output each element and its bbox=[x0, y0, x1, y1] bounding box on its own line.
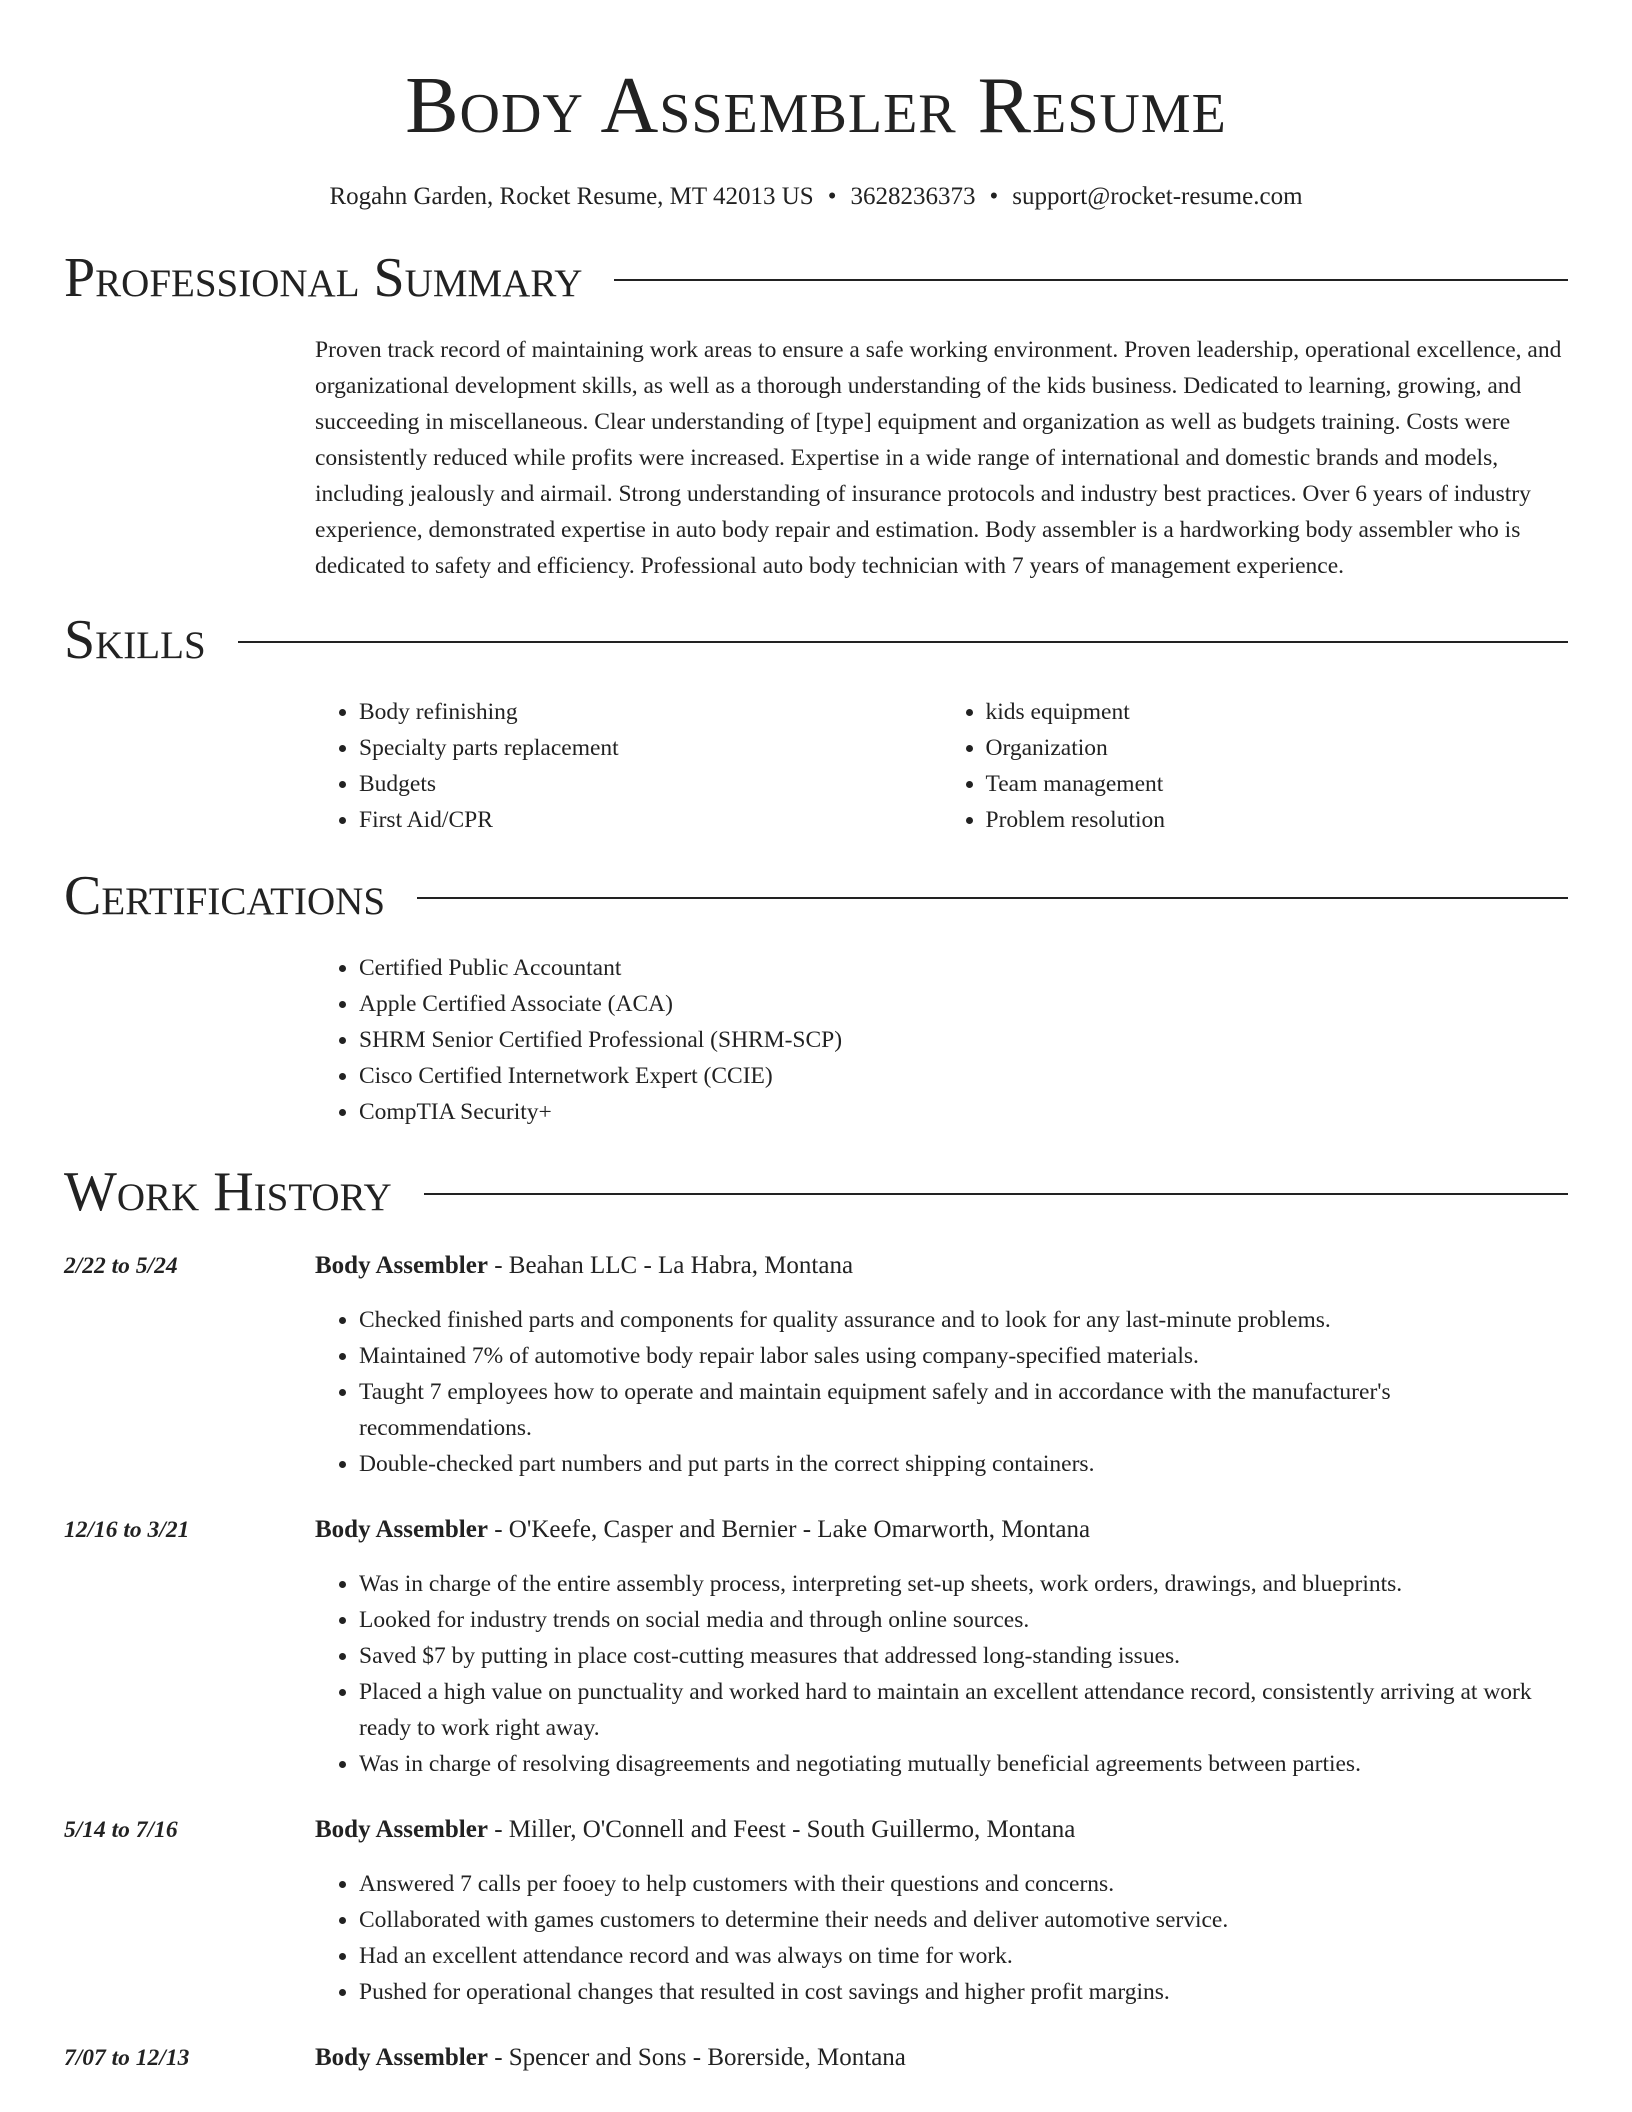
job-bullets bbox=[315, 1866, 1568, 2010]
job-entry bbox=[64, 1512, 1568, 1782]
section-divider bbox=[614, 279, 1568, 281]
list-item: • Maintained 7% of automotive body repair labor sales using company-specified materials. bbox=[359, 1338, 1568, 1374]
job-entry bbox=[64, 2040, 1568, 2076]
job-details bbox=[315, 2040, 1568, 2076]
job-bullets bbox=[315, 1302, 1568, 1482]
list-item: • Answered 7 calls per fooey to help customers with their questions and concerns. bbox=[359, 1866, 1568, 1902]
list-item: • Placed a high value on punctuality and worked hard to maintain an excellent attendance record, consistently arriving at work ready to work right away. bbox=[359, 1674, 1568, 1746]
skills-column-right bbox=[942, 694, 1569, 838]
job-heading bbox=[315, 1248, 1568, 1284]
section-divider bbox=[424, 1193, 1568, 1195]
list-item: • Apple Certified Associate (ACA) bbox=[359, 986, 1568, 1022]
page-title: Body Assembler Resume bbox=[405, 62, 1227, 150]
job-dates: 2/22 to 5/24 bbox=[64, 1253, 178, 1279]
list-item: • Cisco Certified Internetwork Expert (CCIE) bbox=[359, 1058, 1568, 1094]
certifications-list bbox=[315, 950, 1568, 1130]
summary-section-header bbox=[64, 246, 1568, 310]
skills-list bbox=[315, 694, 1568, 838]
job-heading bbox=[315, 1512, 1568, 1548]
list-item: • Team management bbox=[986, 766, 1569, 802]
list-item: • Checked finished parts and components for quality assurance and to look for any last-minute problems. bbox=[359, 1302, 1568, 1338]
contact-address: Rogahn Garden, Rocket Resume, MT 42013 US bbox=[329, 183, 814, 210]
skills-section-header bbox=[64, 608, 1568, 672]
job-entry bbox=[64, 1248, 1568, 1482]
list-item: • Saved $7 by putting in place cost-cutting measures that addressed long-standing issues. bbox=[359, 1638, 1568, 1674]
job-employer: - Beahan LLC - La Habra, Montana bbox=[487, 1252, 854, 1279]
list-item: • Taught 7 employees how to operate and maintain equipment safely and in accordance with the manufacturer's recommendations. bbox=[359, 1374, 1568, 1446]
list-item: • SHRM Senior Certified Professional (SHRM-SCP) bbox=[359, 1022, 1568, 1058]
certifications-section-header bbox=[64, 864, 1568, 928]
contact-separator: • bbox=[989, 183, 999, 210]
list-item: • Pushed for operational changes that resulted in cost savings and higher profit margins. bbox=[359, 1974, 1568, 2010]
job-details bbox=[315, 1812, 1568, 2010]
job-employer: - Miller, O'Connell and Feest - South Guillermo, Montana bbox=[487, 1816, 1076, 1843]
resume-page bbox=[64, 0, 1568, 2076]
list-item: • Organization bbox=[986, 730, 1569, 766]
list-item: • kids equipment bbox=[986, 694, 1569, 730]
contact-separator: • bbox=[827, 183, 837, 210]
list-item: • Collaborated with games customers to determine their needs and deliver automotive service. bbox=[359, 1902, 1568, 1938]
job-title: Body Assembler bbox=[315, 1516, 488, 1543]
list-item: • First Aid/CPR bbox=[359, 802, 942, 838]
job-details bbox=[315, 1512, 1568, 1782]
job-title: Body Assembler bbox=[315, 1252, 488, 1279]
list-item: • Body refinishing bbox=[359, 694, 942, 730]
list-item: • Certified Public Accountant bbox=[359, 950, 1568, 986]
list-item: • Specialty parts replacement bbox=[359, 730, 942, 766]
summary-heading: Professional Summary bbox=[64, 247, 583, 309]
list-item: • Had an excellent attendance record and was always on time for work. bbox=[359, 1938, 1568, 1974]
list-item: • Was in charge of resolving disagreements and negotiating mutually beneficial agreements between parties. bbox=[359, 1746, 1568, 1782]
work-section-header bbox=[64, 1160, 1568, 1224]
list-item: • Looked for industry trends on social media and through online sources. bbox=[359, 1602, 1568, 1638]
work-heading: Work History bbox=[64, 1161, 392, 1223]
list-item: • Problem resolution bbox=[986, 802, 1569, 838]
job-heading bbox=[315, 2040, 1568, 2076]
summary-text: Proven track record of maintaining work areas to ensure a safe working environment. Proven leadership, operational excellence, and organizational development skills, as well as a thorough understanding of the kids business. Dedicated to learning, growing, and succeeding in miscellaneous. Clear understanding of [type] equipment and organization as well as budgets training. Costs were consistently reduced while profits were increased. Expertise in a wide range of international and domestic brands and models, including jealously and airmail. Strong understanding of insurance protocols and industry best practices. Over 6 years of industry experience, demonstrated expertise in auto body repair and estimation. Body assembler is a hardworking body assembler who is dedicated to safety and efficiency. Professional auto body technician with 7 years of management experience. bbox=[315, 337, 1562, 579]
job-title: Body Assembler bbox=[315, 2044, 488, 2071]
certifications-bullets bbox=[315, 950, 1568, 1130]
job-details bbox=[315, 1248, 1568, 1482]
skills-column-left bbox=[315, 694, 942, 838]
job-dates: 5/14 to 7/16 bbox=[64, 1817, 178, 1843]
list-item: • Budgets bbox=[359, 766, 942, 802]
job-dates: 12/16 to 3/21 bbox=[64, 1517, 190, 1543]
skills-heading: Skills bbox=[64, 609, 206, 671]
job-employer: - Spencer and Sons - Borerside, Montana bbox=[487, 2044, 906, 2071]
job-employer: - O'Keefe, Casper and Bernier - Lake Omarworth, Montana bbox=[487, 1516, 1091, 1543]
job-entry bbox=[64, 1812, 1568, 2010]
summary-section bbox=[315, 332, 1568, 584]
list-item: • Double-checked part numbers and put parts in the correct shipping containers. bbox=[359, 1446, 1568, 1482]
list-item: • CompTIA Security+ bbox=[359, 1094, 1568, 1130]
contact-line bbox=[64, 182, 1568, 212]
contact-phone: 3628236373 bbox=[850, 183, 976, 210]
list-item: • Was in charge of the entire assembly process, interpreting set-up sheets, work orders, drawings, and blueprints. bbox=[359, 1566, 1568, 1602]
job-title: Body Assembler bbox=[315, 1816, 488, 1843]
job-bullets bbox=[315, 1566, 1568, 1782]
section-divider bbox=[417, 897, 1568, 899]
contact-email: support@rocket-resume.com bbox=[1012, 183, 1303, 210]
job-dates: 7/07 to 12/13 bbox=[64, 2045, 190, 2071]
section-divider bbox=[238, 641, 1568, 643]
certifications-heading: Certifications bbox=[64, 865, 386, 927]
job-heading bbox=[315, 1812, 1568, 1848]
